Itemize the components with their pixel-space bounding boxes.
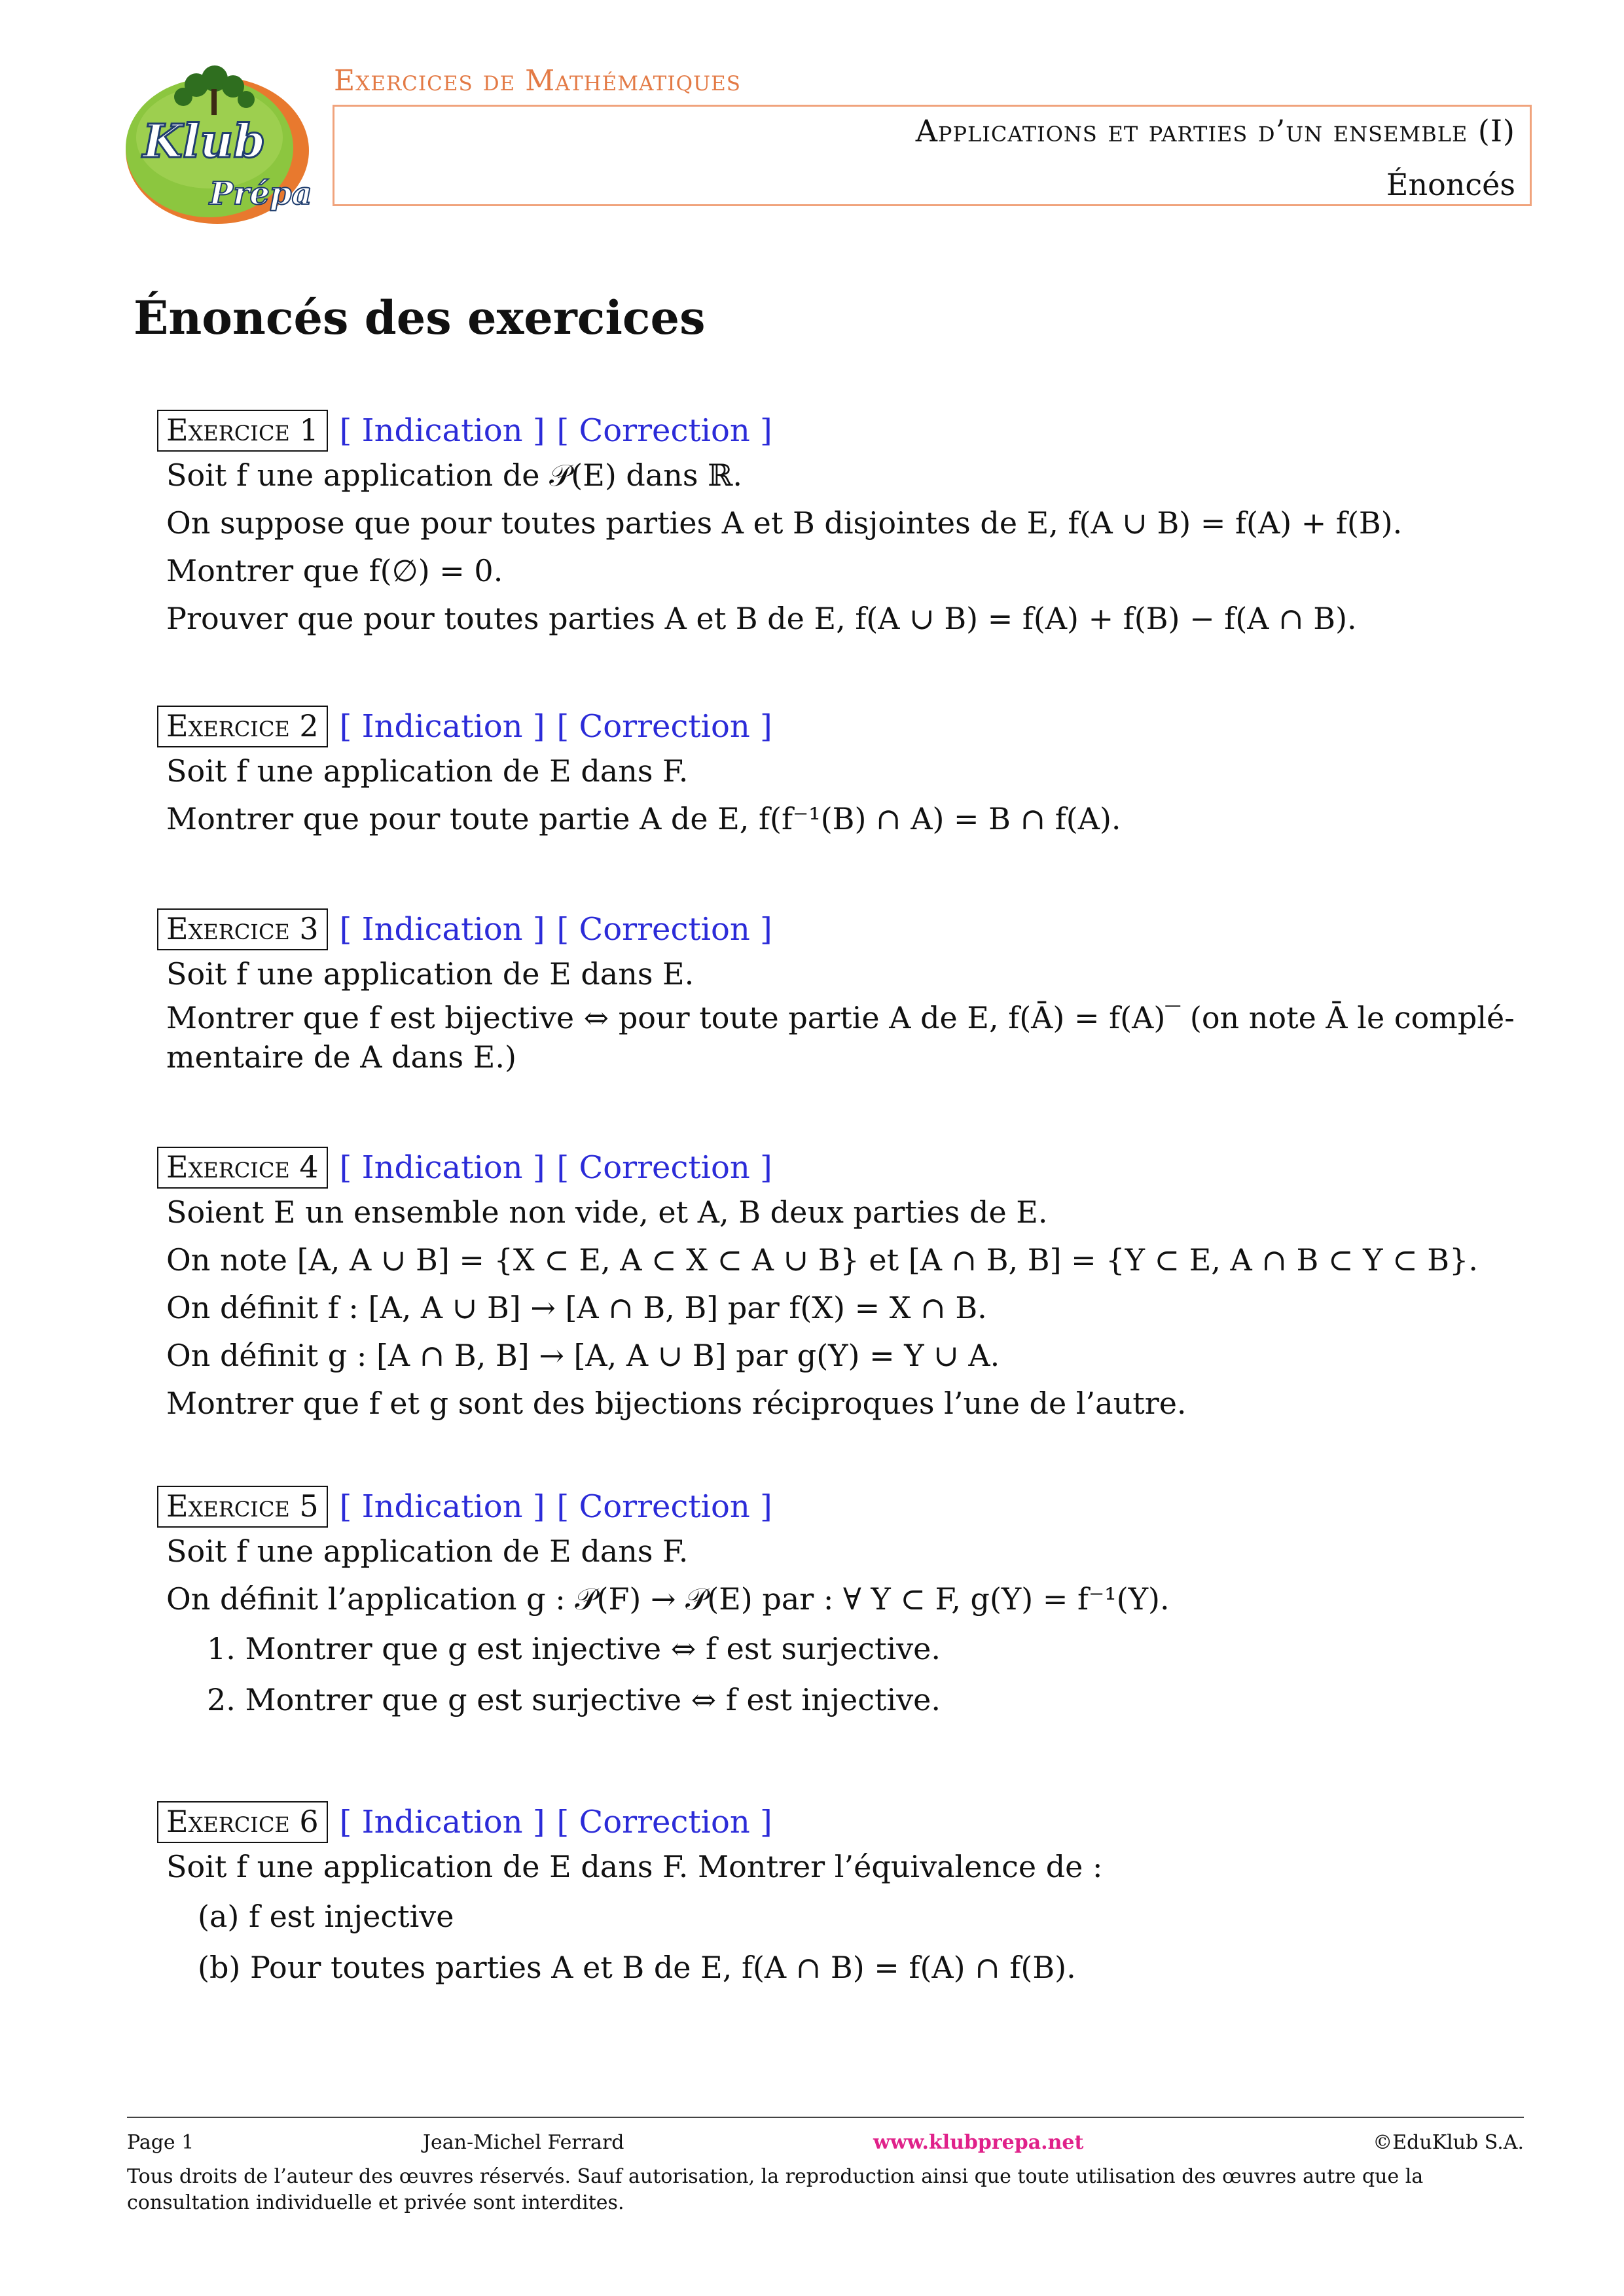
list-item: (b) Pour toutes parties A et B de E, f(A ∩ B) = f(A) ∩ f(B). [198,1950,1076,1985]
exercise-6 [157,1801,1538,1993]
exercise-line: Soit f une application de E dans E. [166,956,695,992]
correction-link[interactable]: [ Correction ] [556,1149,772,1186]
exercise-line: Soit f une application de E dans F. Montrer l’équivalence de : [166,1849,1103,1884]
correction-link[interactable]: [ Correction ] [556,412,772,449]
footer-copyright: ©EduKlub S.A. [1373,2131,1524,2154]
footer-rights-notice: Tous droits de l’auteur des œuvres réservés. Sauf autorisation, la reproduction ainsi que toute utilisation des œuvres autre que la consultation individuelle et privée sont interdites. [127,2165,1424,2214]
footer-divider [127,2117,1524,2118]
header-chapter: Applications et parties d’un ensemble (I) [915,113,1515,149]
exercise-line: Montrer que f(∅) = 0. [166,553,503,588]
indication-link[interactable]: [ Indication ] [339,1488,545,1525]
exercise-label: Exercice 6 [157,1801,328,1843]
logo-text-prepa: Prépa [209,175,312,212]
exercise-line: On suppose que pour toutes parties A et B disjointes de E, f(A ∪ B) = f(A) + f(B). [166,505,1403,541]
exercise-line: On définit g : [A ∩ B, B] → [A, A ∪ B] par g(Y) = Y ∪ A. [166,1338,1000,1373]
list-item: 1. Montrer que g est injective ⇔ f est surjective. [207,1631,941,1666]
correction-link[interactable]: [ Correction ] [556,1488,772,1525]
list-item: 2. Montrer que g est surjective ⇔ f est injective. [207,1682,941,1717]
header-section: Énoncés [1386,167,1515,202]
exercise-4 [157,1147,1538,1427]
exercise-line: Prouver que pour toutes parties A et B de E, f(A ∪ B) = f(A) + f(B) − f(A ∩ B). [166,601,1357,636]
correction-link[interactable]: [ Correction ] [556,911,772,948]
header-title: Exercices de Mathématiques [334,64,742,98]
exercise-2 [157,706,1538,843]
exercise-1 [157,410,1538,643]
footer-page-number: Page 1 [127,2131,194,2154]
indication-link[interactable]: [ Indication ] [339,708,545,745]
exercise-5 [157,1486,1538,1725]
klubprepa-logo [118,59,314,229]
exercise-line: Montrer que pour toute partie A de E, f(f⁻¹(B) ∩ A) = B ∩ f(A). [166,801,1121,836]
page-title: Énoncés des exercices [134,291,706,345]
exercise-line: Soient E un ensemble non vide, et A, B deux parties de E. [166,1194,1048,1230]
exercise-label: Exercice 3 [157,908,328,950]
logo-text-klub: Klub [143,114,266,168]
exercise-3 [157,908,1538,1077]
exercise-line: Montrer que f et g sont des bijections réciproques l’une de l’autre. [166,1386,1187,1421]
exercise-line: On note [A, A ∪ B] = {X ⊂ E, A ⊂ X ⊂ A ∪ B} et [A ∩ B, B] = {Y ⊂ E, A ∩ B ⊂ Y ⊂ B}. [166,1242,1478,1278]
indication-link[interactable]: [ Indication ] [339,1149,545,1186]
exercise-line: mentaire de A dans E.) [166,1039,516,1075]
exercise-line: On définit f : [A, A ∪ B] → [A ∩ B, B] par f(X) = X ∩ B. [166,1290,987,1325]
correction-link[interactable]: [ Correction ] [556,1804,772,1840]
indication-link[interactable]: [ Indication ] [339,412,545,449]
indication-link[interactable]: [ Indication ] [339,1804,545,1840]
footer-author: Jean-Michel Ferrard [423,2131,624,2154]
footer-site-link[interactable]: www.klubprepa.net [873,2131,1084,2154]
header-box [333,105,1532,206]
exercise-line: Soit f une application de 𝒫(E) dans ℝ. [166,457,742,493]
exercise-line: Soit f une application de E dans F. [166,753,689,789]
exercise-label: Exercice 5 [157,1486,328,1528]
exercise-line: Montrer que f est bijective ⇔ pour toute partie A de E, f(Ā) = f(A)‾ (on note Ā le complé- [166,1000,1515,1035]
indication-link[interactable]: [ Indication ] [339,911,545,948]
exercise-line: On définit l’application g : 𝒫(F) → 𝒫(E) par : ∀ Y ⊂ F, g(Y) = f⁻¹(Y). [166,1581,1170,1617]
exercise-label: Exercice 4 [157,1147,328,1189]
exercise-line: Soit f une application de E dans F. [166,1534,689,1569]
exercise-label: Exercice 2 [157,706,328,747]
list-item: (a) f est injective [198,1899,454,1934]
exercise-label: Exercice 1 [157,410,328,452]
correction-link[interactable]: [ Correction ] [556,708,772,745]
